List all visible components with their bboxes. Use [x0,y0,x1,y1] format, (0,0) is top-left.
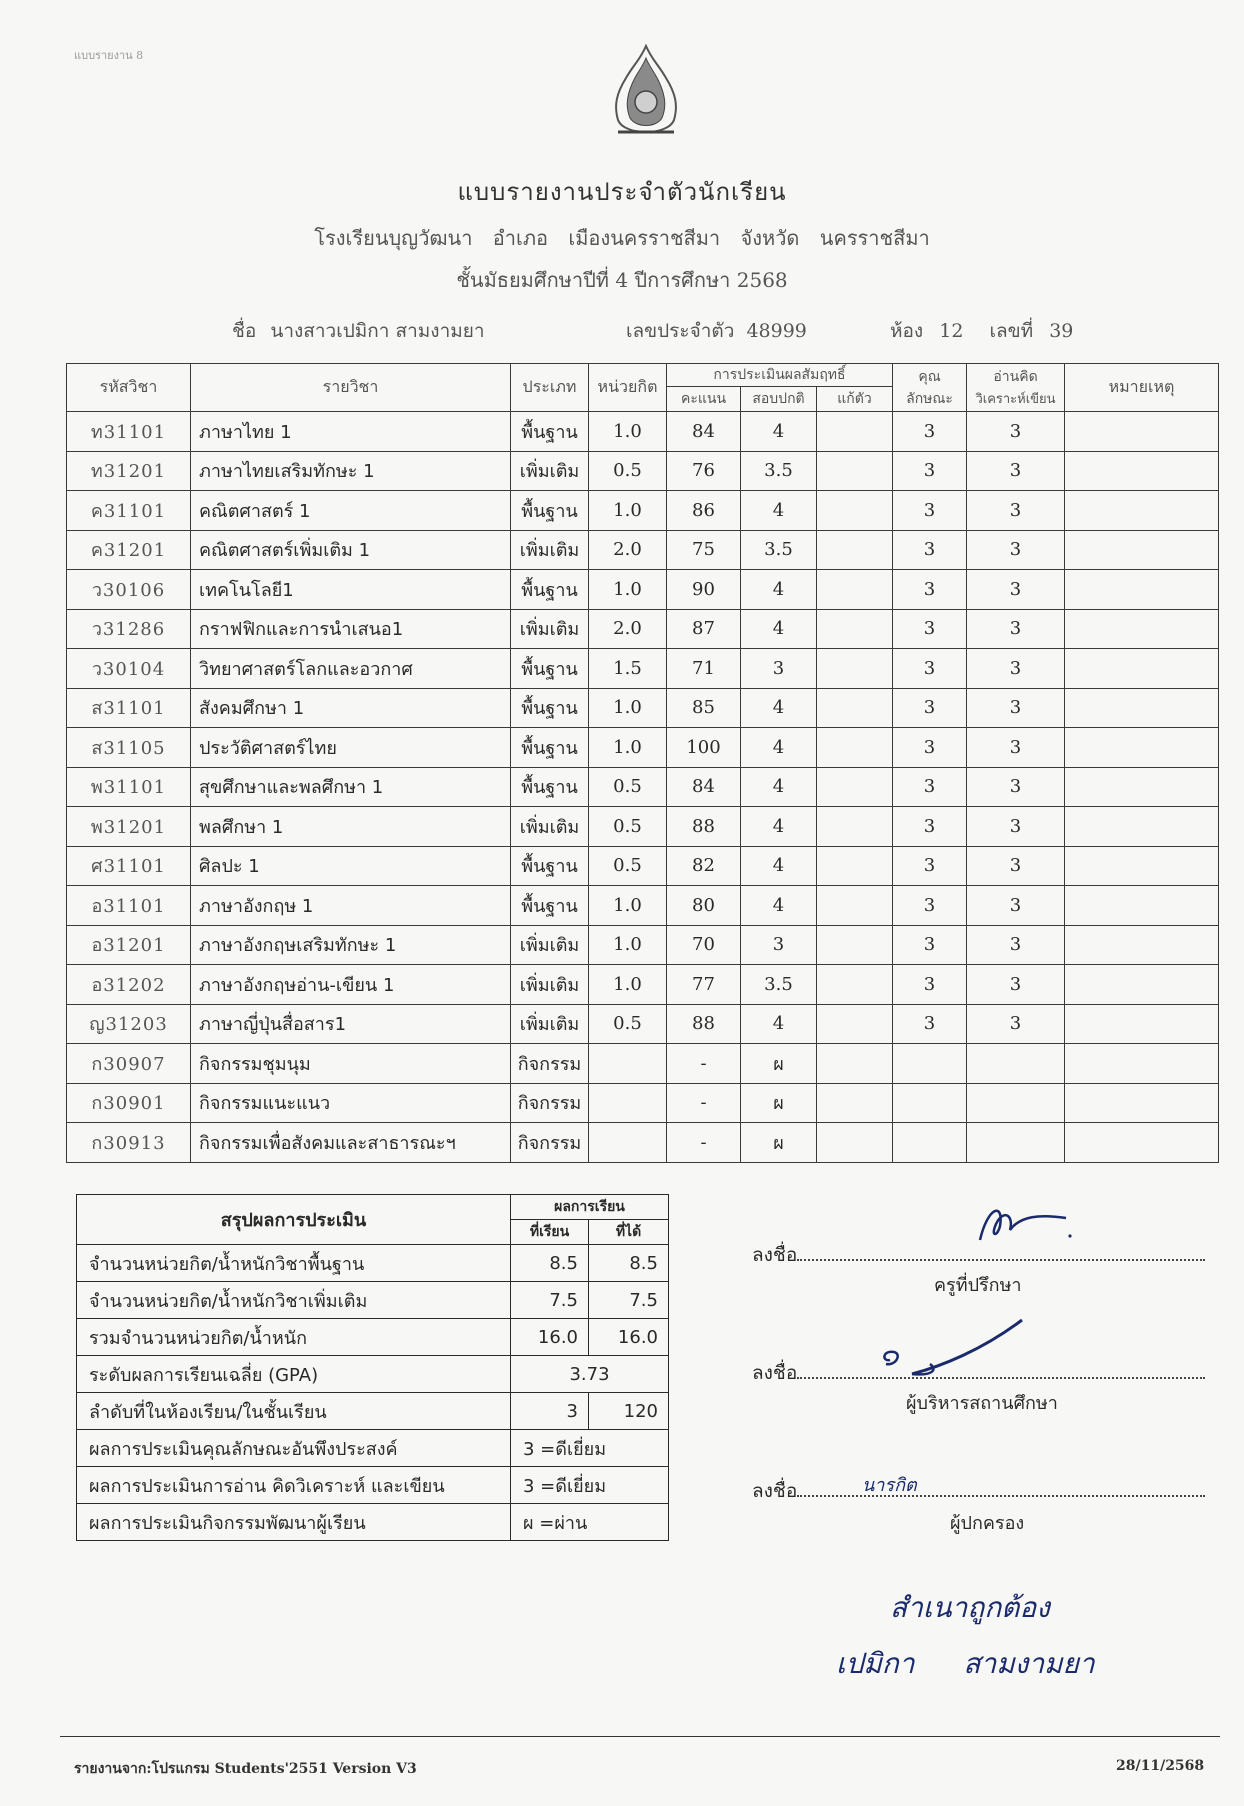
course-credit: 1.0 [589,886,667,926]
course-score: 75 [667,530,741,570]
eval-label: ผลการประเมินคุณลักษณะอันพึงประสงค์ [77,1430,511,1467]
course-retake [817,649,893,689]
header-remark: หมายเหตุ [1065,364,1219,412]
course-name: ศิลปะ 1 [191,846,511,886]
advisor-role: ครูที่ปรึกษา [934,1275,1022,1296]
table-row [67,925,1219,965]
course-reading: 3 [967,807,1065,847]
course-retake [817,570,893,610]
course-credit: 1.0 [589,491,667,531]
course-type: พื้นฐาน [511,688,589,728]
course-grade: 4 [741,846,817,886]
course-character [893,1123,967,1163]
course-grade: ผ [741,1083,817,1123]
course-retake [817,846,893,886]
rank-grade: 120 [589,1393,669,1430]
course-grade: 4 [741,1004,817,1044]
header-type: ประเภท [511,364,589,412]
course-code: ว30106 [67,570,191,610]
course-type: พื้นฐาน [511,886,589,926]
sign-label: ลงชื่อ [752,1362,798,1384]
course-grade: 3.5 [741,965,817,1005]
course-credit: 0.5 [589,451,667,491]
table-row [67,965,1219,1005]
header-exam: สอบปกติ [741,387,817,412]
course-score: 70 [667,925,741,965]
course-reading: 3 [967,491,1065,531]
course-code: ส31101 [67,688,191,728]
course-score: 71 [667,649,741,689]
course-type: พื้นฐาน [511,728,589,768]
course-remark [1065,767,1219,807]
course-score: 90 [667,570,741,610]
course-code: ญ31203 [67,1004,191,1044]
table-row [67,728,1219,768]
course-name: สังคมศึกษา 1 [191,688,511,728]
parent-signature-text: นารกิต [862,1475,917,1496]
course-remark [1065,570,1219,610]
handwritten-name: เปมิกา สามงามยา [836,1647,1095,1680]
course-credit: 0.5 [589,767,667,807]
course-remark [1065,530,1219,570]
table-row [67,530,1219,570]
course-grade: 4 [741,688,817,728]
eval-value: 3 =ดีเยี่ยม [511,1467,669,1504]
summary-earned: 8.5 [589,1245,669,1282]
course-score: - [667,1123,741,1163]
course-remark [1065,1044,1219,1084]
summary-earned: 7.5 [589,1282,669,1319]
course-reading: 3 [967,530,1065,570]
table-row [67,846,1219,886]
eval-value: 3 =ดีเยี่ยม [511,1430,669,1467]
grades-table [66,363,1219,1163]
course-character: 3 [893,1004,967,1044]
course-retake [817,1083,893,1123]
course-name: ภาษาอังกฤษเสริมทักษะ 1 [191,925,511,965]
eval-label: ผลการประเมินการอ่าน คิดวิเคราะห์ และเขียน [77,1467,511,1504]
header-reading [967,364,1065,412]
course-retake [817,728,893,768]
course-character [893,1083,967,1123]
advisor-signature-icon [970,1196,1080,1252]
parent-signature-line [752,1476,1205,1506]
header-reading-1: อ่านคิด [993,369,1038,385]
course-retake [817,491,893,531]
course-remark [1065,1004,1219,1044]
summary-registered: 7.5 [511,1282,589,1319]
course-grade: 3.5 [741,451,817,491]
header-subject: รายวิชา [191,364,511,412]
course-type: กิจกรรม [511,1044,589,1084]
course-remark [1065,1083,1219,1123]
course-character: 3 [893,451,967,491]
parent-role: ผู้ปกครอง [950,1513,1025,1534]
summary-label: จำนวนหน่วยกิต/น้ำหนักวิชาเพิ่มเติม [77,1282,511,1319]
course-remark [1065,609,1219,649]
course-type: กิจกรรม [511,1123,589,1163]
course-code: อ31101 [67,886,191,926]
footer-date: 28/11/2568 [1116,1758,1205,1774]
course-name: กิจกรรมเพื่อสังคมและสาธารณะฯ [191,1123,511,1163]
course-code: ค31201 [67,530,191,570]
number-label: เลขที่ [989,320,1034,342]
course-character: 3 [893,570,967,610]
course-credit: 1.5 [589,649,667,689]
room-label: ห้อง [890,320,924,342]
course-grade: 4 [741,886,817,926]
course-name: คณิตศาสตร์เพิ่มเติม 1 [191,530,511,570]
sign-label: ลงชื่อ [752,1480,798,1502]
eval-row [77,1504,669,1541]
course-grade: 4 [741,807,817,847]
course-score: 82 [667,846,741,886]
table-row [67,1004,1219,1044]
summary-row [77,1319,669,1356]
course-retake [817,767,893,807]
room-line [890,316,1073,346]
course-retake [817,1004,893,1044]
course-character: 3 [893,728,967,768]
course-credit: 1.0 [589,965,667,1005]
course-grade: 3 [741,925,817,965]
header-assessment: การประเมินผลสัมฤทธิ์ [667,364,893,387]
course-reading [967,1083,1065,1123]
course-score: 88 [667,1004,741,1044]
header-code: รหัสวิชา [67,364,191,412]
course-code: ท31201 [67,451,191,491]
course-name: ภาษาไทย 1 [191,412,511,452]
number-value: 39 [1049,320,1074,342]
course-grade: 4 [741,609,817,649]
grade-line: ชั้นมัธยมศึกษาปีที่ 4 ปีการศึกษา 2568 [456,268,788,292]
course-credit [589,1044,667,1084]
course-type: เพิ่มเติม [511,807,589,847]
course-name: ภาษาอังกฤษ 1 [191,886,511,926]
director-signature-icon [872,1310,1042,1384]
course-grade: 4 [741,767,817,807]
form-number: แบบรายงาน 8 [74,49,144,62]
course-remark [1065,1123,1219,1163]
rank-label: ลำดับที่ในห้องเรียน/ในชั้นเรียน [77,1393,511,1430]
gpa-label: ระดับผลการเรียนเฉลี่ย (GPA) [77,1356,511,1393]
course-type: พื้นฐาน [511,767,589,807]
course-name: ภาษาไทยเสริมทักษะ 1 [191,451,511,491]
course-code: อ31201 [67,925,191,965]
course-reading: 3 [967,728,1065,768]
course-reading [967,1123,1065,1163]
course-character: 3 [893,649,967,689]
header-character [893,364,967,412]
table-row [67,412,1219,452]
course-type: พื้นฐาน [511,412,589,452]
course-character: 3 [893,965,967,1005]
course-credit: 2.0 [589,530,667,570]
course-reading [967,1044,1065,1084]
sign-label: ลงชื่อ [752,1244,798,1266]
summary-result-header: ผลการเรียน [511,1195,669,1220]
course-type: เพิ่มเติม [511,965,589,1005]
course-retake [817,925,893,965]
table-row [67,609,1219,649]
course-character: 3 [893,412,967,452]
summary-title: สรุปผลการประเมิน [77,1195,511,1245]
page-title: แบบรายงานประจำตัวนักเรียน [457,178,787,206]
course-reading: 3 [967,688,1065,728]
signature-dots [797,1489,1205,1497]
summary-col-earned: ที่ได้ [589,1220,669,1245]
course-code: ค31101 [67,491,191,531]
footer-divider [60,1736,1220,1737]
name-label: ชื่อ [232,320,257,342]
course-character: 3 [893,609,967,649]
course-remark [1065,688,1219,728]
course-code: ก30913 [67,1123,191,1163]
course-reading: 3 [967,649,1065,689]
table-row [67,886,1219,926]
header-character-1: คุณ [918,368,941,385]
signature-dots [797,1253,1205,1261]
course-grade: 4 [741,412,817,452]
header-retake: แก้ตัว [817,387,893,412]
course-grade: ผ [741,1123,817,1163]
table-row [67,649,1219,689]
course-name: เทคโนโลยี1 [191,570,511,610]
summary-label: จำนวนหน่วยกิต/น้ำหนักวิชาพื้นฐาน [77,1245,511,1282]
course-grade: 3.5 [741,530,817,570]
eval-row [77,1467,669,1504]
course-type: พื้นฐาน [511,649,589,689]
gpa-row [77,1356,669,1393]
course-retake [817,1044,893,1084]
course-name: พลศึกษา 1 [191,807,511,847]
course-character: 3 [893,807,967,847]
course-score: - [667,1044,741,1084]
course-reading: 3 [967,570,1065,610]
course-character: 3 [893,846,967,886]
course-reading: 3 [967,767,1065,807]
course-retake [817,412,893,452]
summary-registered: 8.5 [511,1245,589,1282]
course-retake [817,1123,893,1163]
course-character: 3 [893,767,967,807]
course-name: วิทยาศาสตร์โลกและอวกาศ [191,649,511,689]
course-remark [1065,451,1219,491]
school-emblem-icon [604,44,688,144]
course-name: กิจกรรมแนะแนว [191,1083,511,1123]
course-reading: 3 [967,1004,1065,1044]
course-score: - [667,1083,741,1123]
summary-row [77,1245,669,1282]
course-name: คณิตศาสตร์ 1 [191,491,511,531]
course-type: เพิ่มเติม [511,609,589,649]
course-credit: 0.5 [589,846,667,886]
course-character: 3 [893,688,967,728]
course-type: เพิ่มเติม [511,451,589,491]
eval-label: ผลการประเมินกิจกรรมพัฒนาผู้เรียน [77,1504,511,1541]
course-reading: 3 [967,451,1065,491]
course-code: พ31201 [67,807,191,847]
course-character: 3 [893,491,967,531]
course-retake [817,609,893,649]
course-credit: 0.5 [589,807,667,847]
course-credit: 2.0 [589,609,667,649]
course-credit: 1.0 [589,412,667,452]
course-remark [1065,649,1219,689]
course-score: 85 [667,688,741,728]
school-line: โรงเรียนบุญวัฒนา อำเภอ เมืองนครราชสีมา จังหวัด นครราชสีมา [314,226,930,250]
course-grade: 4 [741,491,817,531]
course-grade: 4 [741,728,817,768]
course-reading: 3 [967,886,1065,926]
director-role: ผู้บริหารสถานศึกษา [906,1393,1058,1414]
course-code: ท31101 [67,412,191,452]
course-reading: 3 [967,965,1065,1005]
table-row [67,767,1219,807]
course-grade: ผ [741,1044,817,1084]
course-grade: 4 [741,570,817,610]
course-remark [1065,728,1219,768]
course-code: ก30901 [67,1083,191,1123]
gpa-value: 3.73 [511,1356,669,1393]
header-score: คะแนน [667,387,741,412]
course-retake [817,807,893,847]
course-character: 3 [893,886,967,926]
header-character-2: ลักษณะ [906,390,953,407]
course-score: 76 [667,451,741,491]
course-type: พื้นฐาน [511,491,589,531]
course-credit: 1.0 [589,728,667,768]
rank-row [77,1393,669,1430]
course-retake [817,530,893,570]
course-character [893,1044,967,1084]
course-remark [1065,846,1219,886]
student-name-line [232,316,485,346]
summary-label: รวมจำนวนหน่วยกิต/น้ำหนัก [77,1319,511,1356]
course-name: ภาษาญี่ปุ่นสื่อสาร1 [191,1004,511,1044]
course-credit: 1.0 [589,925,667,965]
course-score: 84 [667,412,741,452]
course-type: เพิ่มเติม [511,1004,589,1044]
course-credit: 0.5 [589,1004,667,1044]
eval-value: ผ =ผ่าน [511,1504,669,1541]
course-code: พ31101 [67,767,191,807]
course-score: 87 [667,609,741,649]
course-type: เพิ่มเติม [511,530,589,570]
header-reading-2: วิเคราะห์เขียน [975,392,1056,407]
table-row [67,688,1219,728]
course-score: 88 [667,807,741,847]
course-name: สุขศึกษาและพลศึกษา 1 [191,767,511,807]
course-credit: 1.0 [589,688,667,728]
table-row [67,570,1219,610]
course-reading: 3 [967,925,1065,965]
room-value: 12 [939,320,964,342]
summary-registered: 16.0 [511,1319,589,1356]
course-type: พื้นฐาน [511,846,589,886]
summary-col-registered: ที่เรียน [511,1220,589,1245]
student-id: 48999 [746,320,807,342]
table-row [67,1044,1219,1084]
table-row [67,491,1219,531]
table-row [67,807,1219,847]
course-name: กราฟฟิกและการนำเสนอ1 [191,609,511,649]
course-score: 80 [667,886,741,926]
summary-table [76,1194,669,1541]
course-score: 86 [667,491,741,531]
course-retake [817,965,893,1005]
course-reading: 3 [967,846,1065,886]
id-label: เลขประจำตัว [626,320,735,342]
course-remark [1065,886,1219,926]
course-remark [1065,925,1219,965]
course-grade: 3 [741,649,817,689]
eval-row [77,1430,669,1467]
course-credit [589,1123,667,1163]
handwritten-certified: สำเนาถูกต้อง [890,1591,1050,1624]
course-remark [1065,807,1219,847]
course-retake [817,886,893,926]
course-remark [1065,491,1219,531]
summary-row [77,1282,669,1319]
course-character: 3 [893,530,967,570]
course-score: 77 [667,965,741,1005]
course-type: พื้นฐาน [511,570,589,610]
course-code: ว30104 [67,649,191,689]
student-name: นางสาวเปมิกา สามงามยา [270,320,485,342]
course-type: กิจกรรม [511,1083,589,1123]
course-name: ประวัติศาสตร์ไทย [191,728,511,768]
student-id-line [626,316,807,346]
course-reading: 3 [967,609,1065,649]
course-score: 100 [667,728,741,768]
course-type: เพิ่มเติม [511,925,589,965]
course-credit [589,1083,667,1123]
summary-earned: 16.0 [589,1319,669,1356]
table-row [67,1123,1219,1163]
course-code: ศ31101 [67,846,191,886]
course-reading: 3 [967,412,1065,452]
course-code: ส31105 [67,728,191,768]
course-code: ก30907 [67,1044,191,1084]
rank-room: 3 [511,1393,589,1430]
course-score: 84 [667,767,741,807]
course-name: กิจกรรมชุมนุม [191,1044,511,1084]
course-retake [817,451,893,491]
course-name: ภาษาอังกฤษอ่าน-เขียน 1 [191,965,511,1005]
header-credits: หน่วยกิต [589,364,667,412]
table-row [67,1083,1219,1123]
course-remark [1065,412,1219,452]
course-credit: 1.0 [589,570,667,610]
course-retake [817,688,893,728]
course-code: ว31286 [67,609,191,649]
table-row [67,451,1219,491]
course-remark [1065,965,1219,1005]
course-character: 3 [893,925,967,965]
footer-source: รายงานจาก:โปรแกรม Students'2551 Version V3 [74,1761,417,1777]
course-code: อ31202 [67,965,191,1005]
